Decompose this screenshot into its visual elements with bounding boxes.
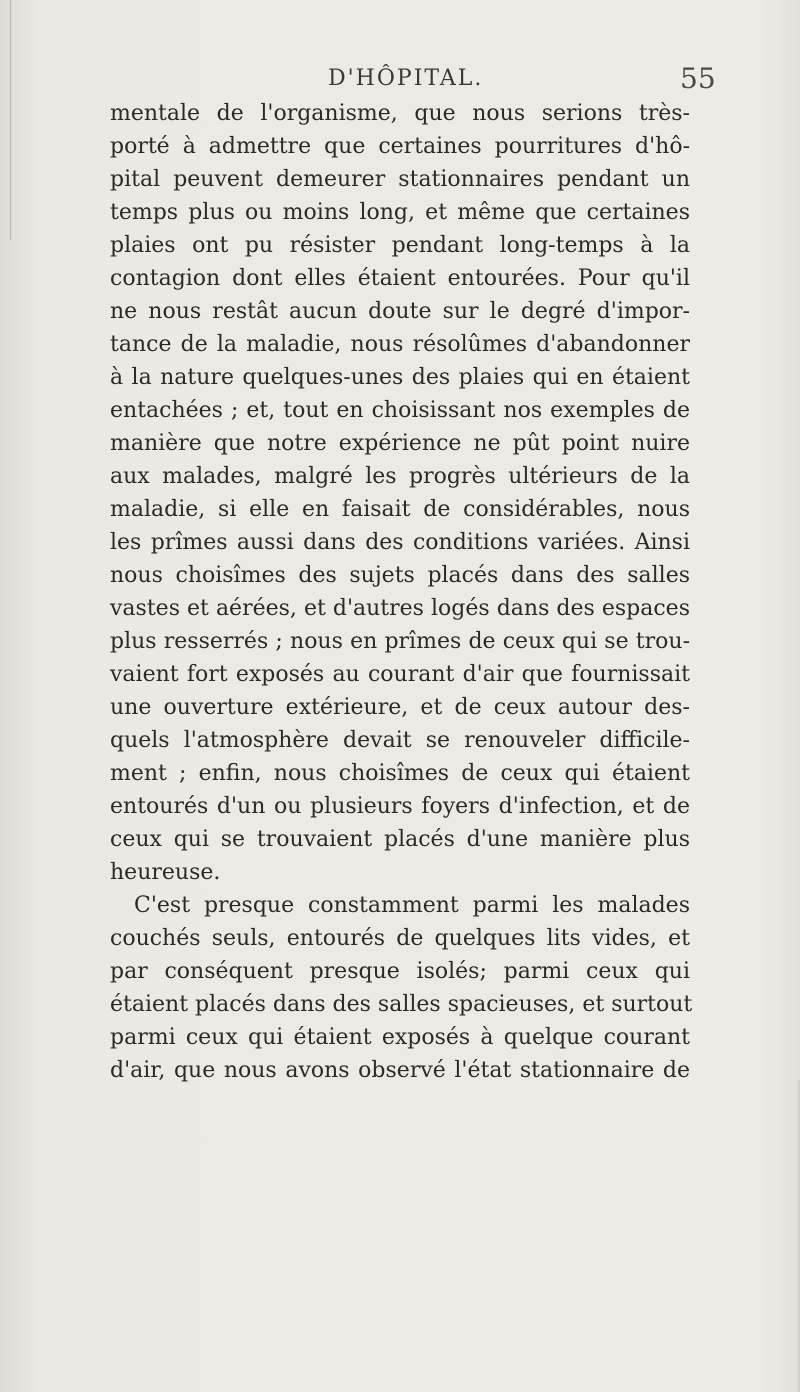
text-line: C'est presque constamment parmi les malades — [134, 893, 690, 918]
text-line: tance de la maladie, nous résolûmes d'abandonner — [110, 332, 690, 357]
text-line: étaient placés dans des salles spacieuses, et surtout — [110, 992, 693, 1017]
text-line: aux malades, malgré les progrès ultérieurs de la — [110, 464, 690, 489]
text-line: entachées ; et, tout en choisissant nos exemples de — [110, 398, 690, 423]
text-line: d'air, que nous avons observé l'état stationnaire de — [110, 1058, 690, 1083]
text-line: ne nous restât aucun doute sur le degré d'impor- — [110, 299, 690, 324]
text-line: une ouverture extérieure, et de ceux autour des- — [110, 695, 690, 720]
text-line: vastes et aérées, et d'autres logés dans des espaces — [110, 596, 690, 621]
text-line: vaient fort exposés au courant d'air que fournissait — [110, 662, 690, 687]
text-line: maladie, si elle en faisait de considérables, nous — [110, 497, 690, 522]
text-line: nous choisîmes des sujets placés dans des salles — [110, 563, 690, 588]
text-line: plus resserrés ; nous en prîmes de ceux qui se trou- — [110, 629, 690, 654]
paragraph — [110, 889, 693, 1087]
body-text — [110, 97, 693, 1087]
page-number: 55 — [680, 62, 716, 95]
text-line: parmi ceux qui étaient exposés à quelque courant — [110, 1025, 690, 1050]
text-line: contagion dont elles étaient entourées. Pour qu'il — [110, 266, 690, 291]
text-line: ceux qui se trouvaient placés d'une manière plus — [110, 827, 690, 852]
page-edge-shadow — [796, 1080, 800, 1392]
text-line: entourés d'un ou plusieurs foyers d'infection, et de — [110, 794, 690, 819]
text-line: couchés seuls, entourés de quelques lits vides, et — [110, 926, 690, 951]
paragraph — [110, 97, 690, 889]
running-head — [0, 58, 800, 98]
text-line: pital peuvent demeurer stationnaires pendant un — [110, 167, 690, 192]
facing-page-edge — [0, 0, 11, 240]
text-line: manière que notre expérience ne pût point nuire — [110, 431, 690, 456]
text-line: porté à admettre que certaines pourritures d'hô- — [110, 134, 690, 159]
text-line: ment ; enfin, nous choisîmes de ceux qui étaient — [110, 761, 690, 786]
text-line: quels l'atmosphère devait se renouveler difficile- — [110, 728, 690, 753]
text-line: mentale de l'organisme, que nous serions très- — [110, 101, 690, 126]
text-line: heureuse. — [110, 860, 221, 885]
text-line: par conséquent presque isolés; parmi ceux qui — [110, 959, 690, 984]
text-line: temps plus ou moins long, et même que certaines — [110, 200, 690, 225]
text-line: les prîmes aussi dans des conditions variées. Ainsi — [110, 530, 690, 555]
text-line: plaies ont pu résister pendant long-temps à la — [110, 233, 690, 258]
running-title: D'HÔPITAL. — [328, 66, 484, 91]
text-line: à la nature quelques-unes des plaies qui en étaient — [110, 365, 690, 390]
